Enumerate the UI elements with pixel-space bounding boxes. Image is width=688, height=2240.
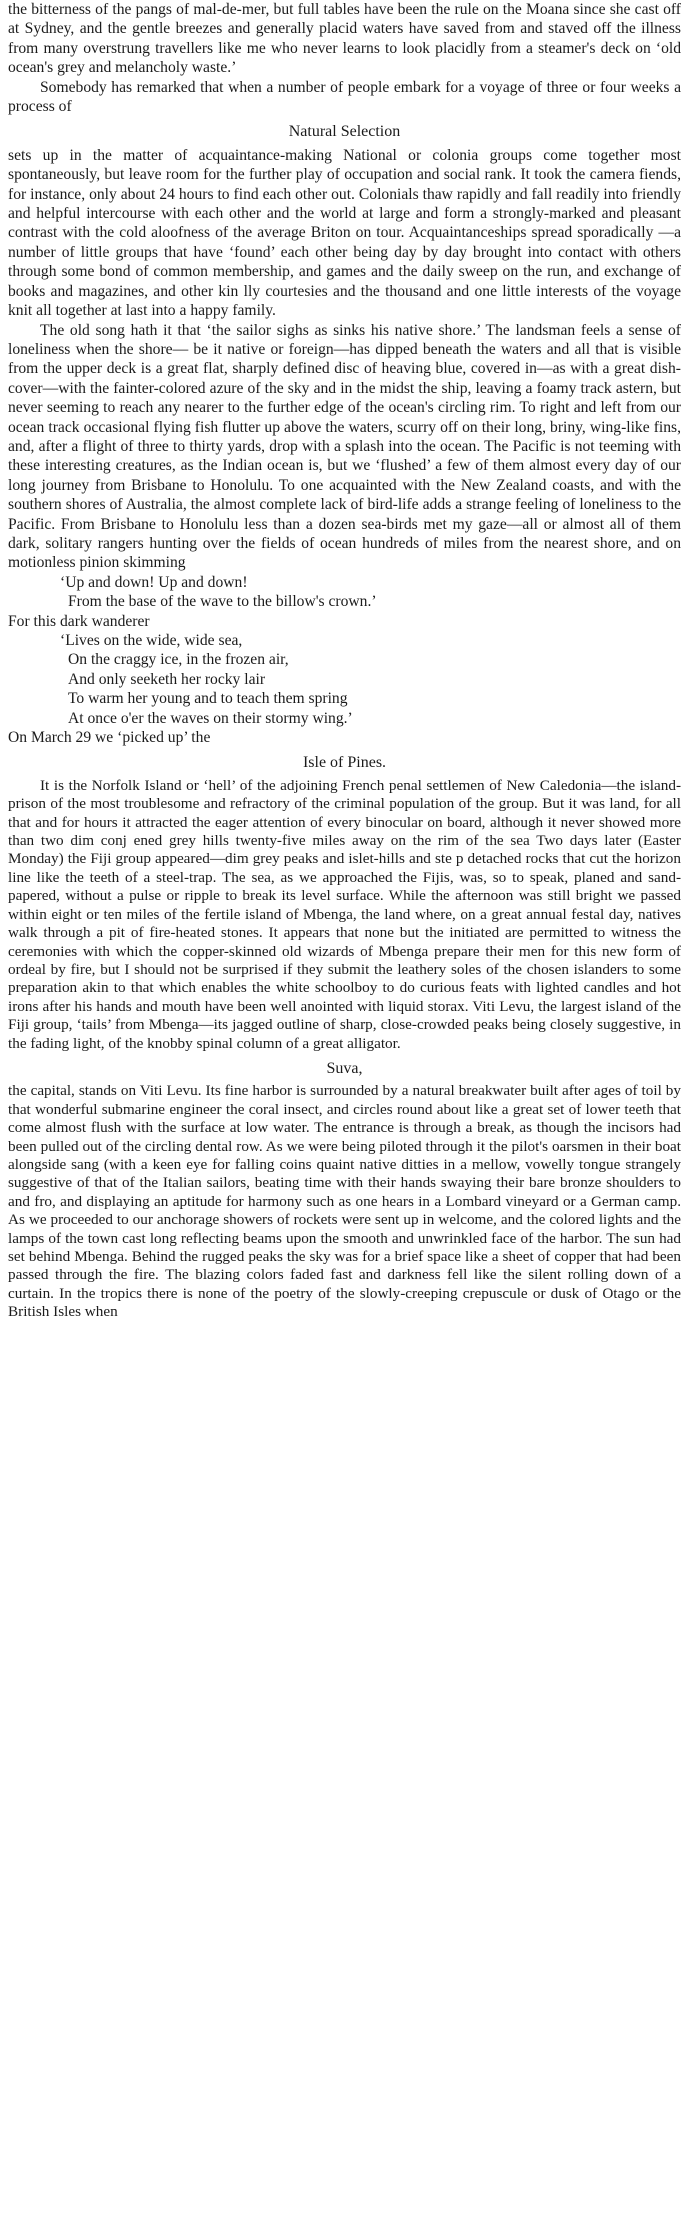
verse-line: From the base of the wave to the billow's crown.’ — [68, 593, 377, 611]
heading-natural-selection: Natural Selection — [288, 123, 401, 141]
verse-line: And only seeketh her rocky lair — [68, 670, 266, 688]
verse-line: On the craggy ice, in the frozen air, — [68, 651, 289, 669]
heading-suva: Suva, — [326, 1059, 363, 1077]
verse-line: ‘Lives on the wide, wide sea, — [60, 632, 243, 649]
verse-line: ‘Up and down! Up and down! — [60, 573, 248, 591]
paragraph-suva: the capital, stands on Viti Levu. Its fine harbor is surrounded by a natural breakwater built after ages of toil by that wonderful submarine engineer the coral insect, and circles round about like a great set of lower teeth that come almost flush with the surface at low water. The entrance is through a break, as though the incisors had been pulled out of the circling dental row. As we were being piloted through it the pilot's oarsmen in their boat alongside sang (with a keen eye for falling coins quaint native ditties in a mellow, vowelly tongue strangely suggestive of that of the Italian sailors, beating time with their hands swaying their bare bronze shoulders to and fro, and displaying an aptitude for harmony such as one hears in a Lombard vineyard or a German camp. As we proceeded to our anchorage showers of rockets were sent up in welcome, and the colored lights and the lamps of the town cast long reflecting beams upon the smooth and unwrinkled face of the harbor. The sun had set behind Mbenga. Behind the rugged peaks the sky was for a brief space like a sheet of copper that had been passed through the fire. The blazing colors faded fast and darkness fell like the silent rolling down of a curtain. In the tropics there is none of the poetry of the slowly-creeping crepuscule or dusk of Otago or the British Isles when — [8, 1082, 681, 1321]
verse-up-and-down — [8, 573, 681, 612]
verse-line: To warm her young and to teach them spring — [68, 690, 348, 708]
section-suva — [8, 1082, 681, 1321]
verse-wide-sea — [8, 631, 681, 728]
section-isle-of-pines — [8, 777, 681, 1053]
lead-dark-wanderer: For this dark wanderer — [8, 612, 150, 630]
heading-isle-of-pines: Isle of Pines. — [302, 754, 387, 772]
lead-march-29: On March 29 we ‘picked up’ the — [8, 729, 211, 747]
paragraph-seasickness: the bitterness of the pangs of mal-de-mer, but full tables have been the rule on the Moana since she cast off at Sydney, and the gentle breezes and generally placid waters have saved from and staved off the illness from many overstrung travellers like me who never learns to look placidly from a steamer's deck on ‘old ocean's grey and melancholy waste.’ — [8, 1, 681, 77]
paragraph-voyage-intro: Somebody has remarked that when a number of people embark for a voyage of three or four weeks a process of — [8, 78, 681, 116]
paragraph-loneliness: The old song hath it that ‘the sailor sighs as sinks his native shore.’ The landsman feels a sense of loneliness when the shore— be it native or foreign—has dipped beneath the waters and all that is visible from the upper deck is a great flat, sharply defined disc of heaving blue, covered in—as with a great dish-cover—with the fainter-colored azure of the sky and in the midst the ship, leaving a foamy track astern, but never seeming to reach any nearer to the further edge of the ocean's circling rim. To right and left from our ocean track occasional flying fish flutter up above the waters, scurry off on their long, briny, wing-like fins, and, after a flight of three to thirty yards, drop with a splash into the ocean. The Pacific is not teeming with these interesting creatures, as the Indian ocean is, but we ‘flushed’ a few of them almost every day of our long journey from Brisbane to Honolulu. To one acquainted with the New Zealand coasts, and with the southern shores of Australia, the almost complete lack of bird-life adds a strange feeling of loneliness to the Pacific. From Brisbane to Honolulu less than a dozen sea-birds met my gaze—all or almost all of them dark, solitary rangers hunting over the fields of ocean hundreds of miles from the nearest shore, and on motionless pinion skimming — [8, 321, 681, 572]
paragraph-isle-of-pines: It is the Norfolk Island or ‘hell’ of the adjoining French penal settlemen of New Caledonia—the island-prison of the most troublesome and refractory of the criminal population of the group. But it was land, for all that and for hours it attracted the eager attention of every binocular on board, although it never showed more than two dim conj ened grey hills twenty-five miles away on the rim of the sea Two days later (Easter Monday) the Fiji group appeared—dim grey peaks and islet-hills and ste p detached rocks that cut the horizon line like the teeth of a steel-trap. The sea, as we approached the Fijis, was, so to speak, planed and sand-papered, without a pulse or ripple to break its level surface. While the afternoon was still bright we passed within eight or ten miles of the fertile island of Mbenga, the land where, on a great annual festal day, natives walk through a pit of fire-heated stones. It appears that none but the initiated are permitted to witness the ceremonies with which the copper-skinned old wizards of Mbenga prepare their men for this new form of ordeal by fire, but I should not be surprised if they submit the leathery soles of the chosen islanders to some preparation akin to that which enables the white schoolboy to do curious feats with lighted candles and hot irons after his hands and mouth have been well anointed with liquid storax. Viti Levu, the largest island of the Fiji group, ‘tails’ from Mbenga—its jagged outline of sharp, close-crowded peaks being closely suggestive, in the fading light, of the knobby spinal column of a great alligator. — [8, 776, 681, 1052]
verse-line: At once o'er the waves on their stormy wing.’ — [68, 709, 353, 727]
paragraph-acquaintance: sets up in the matter of acquaintance-making National or colonia groups come together most spontaneously, but leave room for the further play of occupation and social rank. It took the camera fiends, for instance, only about 24 hours to find each other out. Colonials thaw rapidly and fall readily into friendly and helpful intercourse with each other and the world at large and form a strongly-marked and pleasant contrast with the cold aloofness of the average Briton on tour. Acquaintanceships spread sporadically —a number of little groups that have ‘found’ each other being day by day brought into contact with others through some bond of common membership, and games and the daily sweep on the run, and exchange of books and magazines, and other kin lly courtesies and the thousand and one little interests of the voyage knit all together at last into a happy family. — [8, 146, 681, 320]
